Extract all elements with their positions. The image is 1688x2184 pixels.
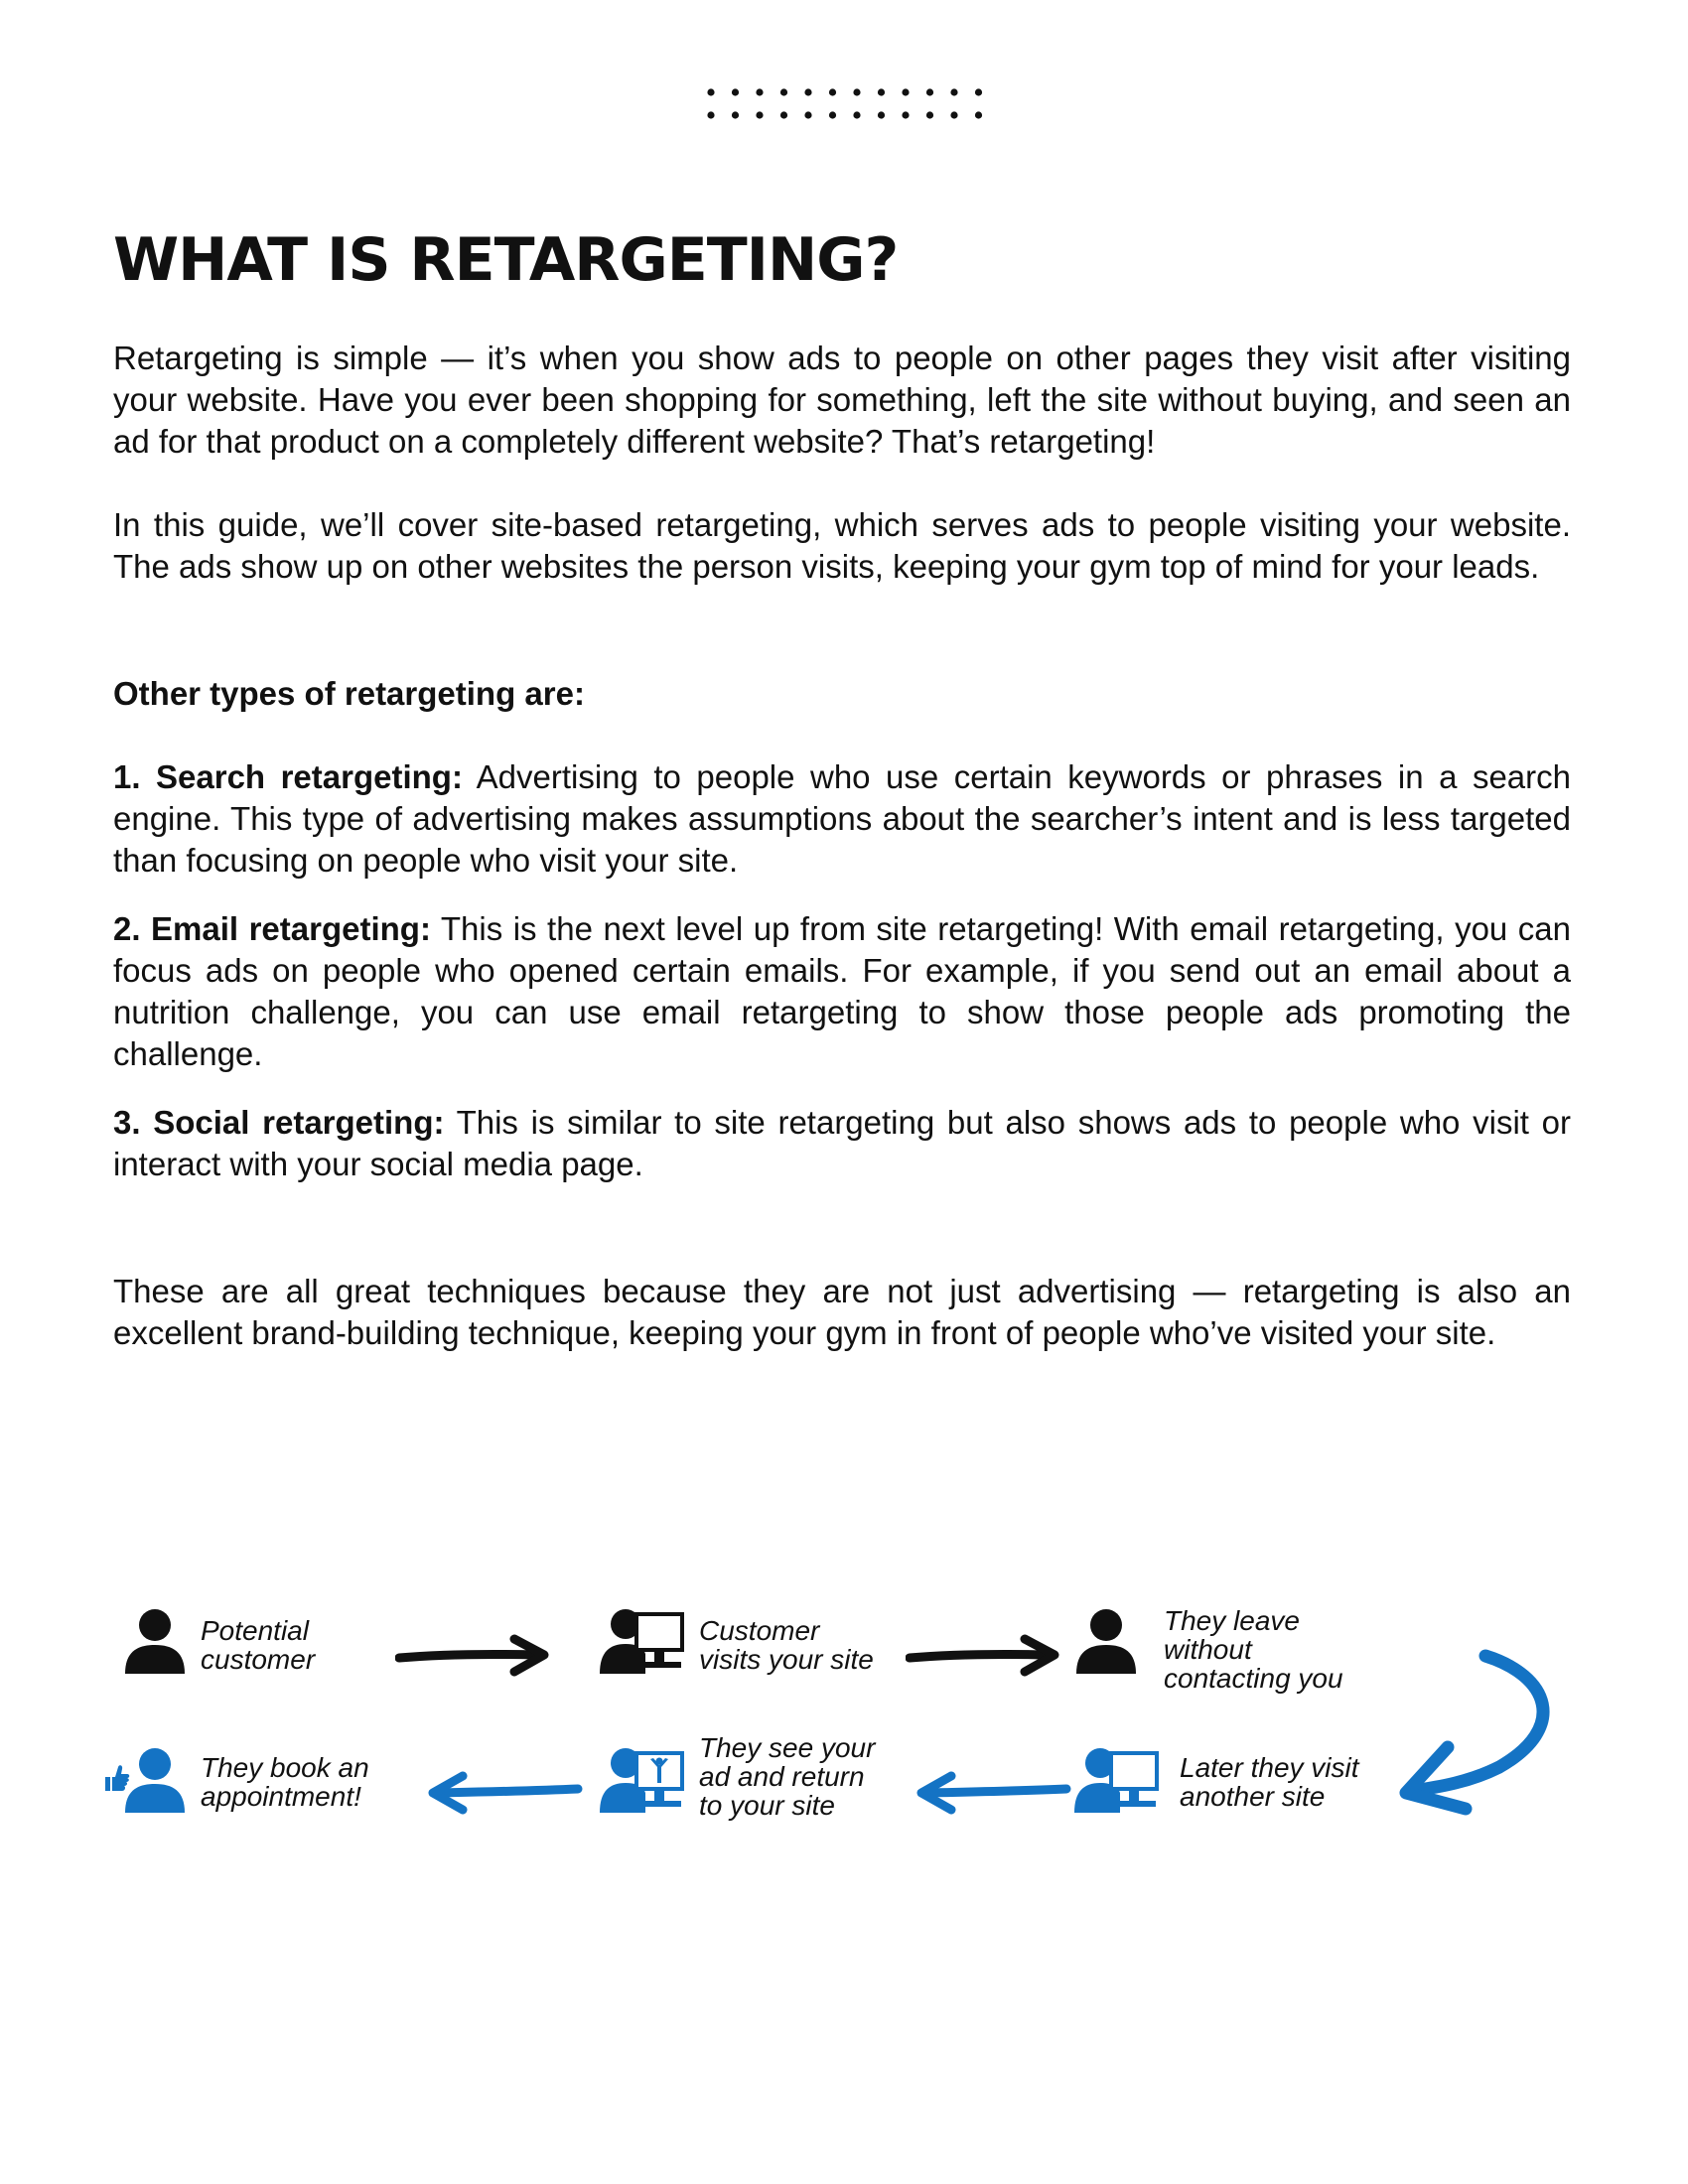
- arrow-left-icon: [425, 1771, 584, 1815]
- flow-step-visit-another-site: Later they visit another site: [1180, 1752, 1359, 1812]
- person-viewing-ad-icon: [600, 1747, 685, 1813]
- flow-step-see-ad-return: They see your ad and return to your site: [699, 1732, 876, 1821]
- type-item-social: [113, 1102, 1571, 1185]
- types-heading: Other types of retargeting are:: [113, 675, 585, 712]
- type-item-search: [113, 756, 1571, 882]
- type-title: 3. Social retargeting:: [113, 1104, 445, 1141]
- type-title: 2. Email retargeting:: [113, 910, 431, 947]
- person-at-computer-icon: [1074, 1747, 1160, 1813]
- person-at-computer-icon: [600, 1608, 685, 1674]
- type-title: 1. Search retargeting:: [113, 758, 463, 795]
- arrow-right-icon: [395, 1634, 550, 1678]
- flow-step-leave: They leave without contacting you: [1164, 1605, 1343, 1694]
- arrow-right-icon: [906, 1634, 1060, 1678]
- decorative-dot-grid: [705, 85, 985, 121]
- page-title: WHAT IS RETARGETING?: [113, 225, 899, 295]
- type-text: This is the next level up from site retargeting! With email retargeting, you can focus ads on people who opened certain emails. For example, if you send out an email about a nutrition challenge, you can use email retargeting to show those people ads promoting the challenge.: [113, 910, 1571, 1072]
- flow-step-potential-customer: Potential customer: [201, 1615, 316, 1675]
- type-item-email: [113, 908, 1571, 1075]
- arrow-left-icon: [914, 1771, 1072, 1815]
- type-text: This is similar to site retargeting but also shows ads to people who visit or interact with your social media page.: [113, 1104, 1571, 1182]
- closing-paragraph: These are all great techniques because they are not just advertising — retargeting is also an excellent brand-building technique, keeping your gym in front of people who’ve visited your site.: [113, 1273, 1571, 1351]
- person-icon: [1074, 1608, 1138, 1674]
- flow-step-visits-site: Customer visits your site: [699, 1615, 874, 1675]
- intro-paragraph: Retargeting is simple — it’s when you show ads to people on other pages they visit after visiting your website. Have you ever been shopping for something, left the site without buying, and seen an ad for that product on a completely different website? That’s retargeting!: [113, 340, 1571, 460]
- guide-paragraph: In this guide, we’ll cover site-based retargeting, which serves ads to people visiting your website. The ads show up on other websites the person visits, keeping your gym top of mind for your leads.: [113, 506, 1571, 585]
- article-body: [113, 222, 1571, 1354]
- flow-step-book-appointment: They book an appointment!: [201, 1752, 369, 1812]
- person-thumbs-up-icon: [103, 1747, 187, 1813]
- curved-arrow-down-icon: [1390, 1648, 1569, 1827]
- type-text: Advertising to people who use certain keywords or phrases in a search engine. This type of advertising makes assumptions about the searcher’s intent and is less targeted than focusing on people who visit your site.: [113, 758, 1571, 879]
- person-icon: [123, 1608, 187, 1674]
